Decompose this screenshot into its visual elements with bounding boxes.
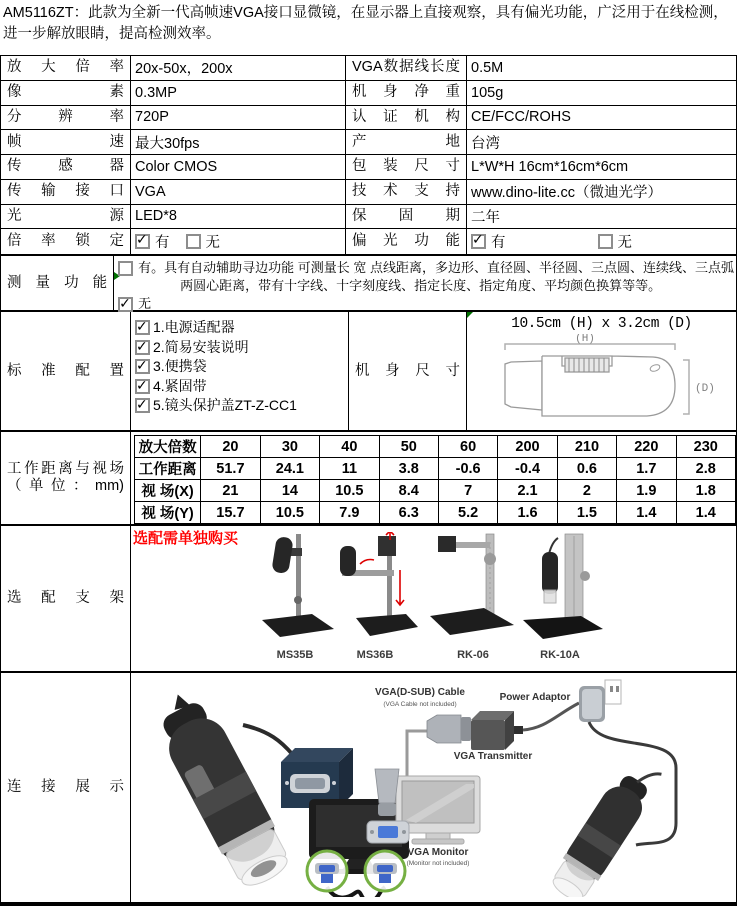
wd-label-line1: 工作距离与视场 (7, 461, 124, 478)
wd-label-cell (1, 432, 131, 524)
vga-switch-image (367, 821, 409, 843)
spec-label-cell (1, 205, 131, 229)
stands-row (1, 526, 736, 673)
spec-label-cell (346, 155, 467, 179)
h-dim-label: (H) (575, 334, 595, 345)
wd-table-row (135, 502, 736, 524)
checkbox-unchecked-icon (186, 234, 201, 249)
stand-ms36b-image (330, 532, 420, 642)
spec-label: 传输接口 (7, 183, 124, 200)
stand-rk10a-image (515, 532, 605, 642)
spec-table-container (0, 55, 737, 906)
spec-label-cell (1, 106, 131, 130)
stand-rk06-image (428, 532, 518, 642)
wd-row-header: 放大倍数 (135, 436, 201, 458)
vga-transmitter-label: VGA Transmitter (453, 751, 533, 762)
checkbox-checked-icon (135, 234, 150, 249)
connection-content (131, 673, 736, 902)
wd-cell: 51.7 (201, 458, 260, 480)
spec-label-cell (346, 229, 467, 254)
checkbox-checked-icon (135, 359, 150, 374)
dsub-connector-icon (427, 715, 471, 743)
wd-cell: 7 (438, 480, 497, 502)
config-item (135, 396, 346, 416)
wd-row-header: 视 场(Y) (135, 502, 201, 524)
spec-value-cell: 20x-50x，200x (131, 56, 346, 80)
spec-row (1, 180, 736, 205)
spec-value-cell: VGA (131, 180, 346, 204)
wd-cell: 50 (379, 436, 438, 458)
spec-value-cell: CE/FCC/ROHS (471, 109, 571, 126)
config-item (135, 338, 346, 358)
spec-label-cell (1, 81, 131, 105)
wd-table-row (135, 436, 736, 458)
stands-label: 选配支架 (7, 590, 124, 607)
connection-label: 连接展示 (7, 779, 124, 795)
wd-cell: 230 (676, 436, 735, 458)
spec-value-cell (131, 229, 346, 254)
wd-cell: 1.5 (557, 502, 616, 524)
checkbox-unchecked-icon (598, 234, 613, 249)
spec-label-cell (1, 155, 131, 179)
product-description: AM5116ZT：此款为全新一代高帧速VGA接口显微镜，在显示器上直接观察，具有偏光功能，广泛用于在线检测，进一步解放眼睛，提高检测效率。 (3, 5, 728, 42)
spec-label: 传感器 (7, 158, 124, 175)
spec-row (1, 229, 736, 254)
checkbox-checked-icon (135, 398, 150, 413)
wd-cell: 21 (201, 480, 260, 502)
wd-row-header: 工作距离 (135, 458, 201, 480)
spec-label-cell (1, 130, 131, 154)
checkbox-checked-icon (118, 297, 133, 312)
stand-figure-ms35b (250, 532, 340, 661)
spec-value-cell: 0.5M (471, 59, 504, 76)
wd-cell: 11 (320, 458, 379, 480)
checkbox-checked-icon (135, 379, 150, 394)
spec-row (1, 81, 736, 106)
spec-label: 技术支持 (352, 183, 460, 200)
spec-label: 包装尺寸 (352, 158, 460, 175)
wd-cell: 1.6 (498, 502, 557, 524)
measurement-label: 测量功能 (7, 274, 108, 291)
spec-row (1, 130, 736, 155)
wd-table-row (135, 480, 736, 502)
spec-value-cell: Color CMOS (131, 155, 346, 179)
wd-cell: 200 (498, 436, 557, 458)
wd-cell: -0.6 (438, 458, 497, 480)
config-list (131, 312, 349, 430)
wd-table-wrap (131, 432, 736, 524)
microscope-image (146, 683, 296, 893)
vga-transmitter-image (471, 711, 523, 750)
spec-value-cell: 105g (471, 84, 504, 101)
wd-cell: 0.6 (557, 458, 616, 480)
vga-cable-label: VGA(D-SUB) Cable (374, 687, 466, 698)
spec-value-cell: LED*8 (131, 205, 346, 229)
measurement-option-yes: 有。具有自动辅助寻边功能 可测量长 宽 点线距离，多边形、直径圆、半径圆、三点圆、连续线、三点弧 (118, 259, 734, 277)
stand-ms35b-image (250, 532, 340, 642)
config-item (135, 377, 346, 397)
spec-label: 分辨率 (7, 108, 124, 125)
spec-label: 放大倍率 (7, 59, 124, 76)
wd-cell: 8.4 (379, 480, 438, 502)
wd-cell: 30 (260, 436, 319, 458)
stand-figure-rk10a (515, 532, 605, 661)
support-link[interactable]: www.dino-lite.cc（微迪光学） (471, 185, 662, 202)
spec-value-cell: L*W*H 16cm*16cm*6cm (471, 158, 629, 175)
stand-figure-rk06 (428, 532, 518, 661)
spec-label: 产地 (352, 133, 460, 150)
connection-diagram (131, 673, 735, 897)
config-item-label: 4.紧固带 (153, 377, 207, 394)
config-item (135, 357, 346, 377)
wd-cell: 20 (201, 436, 260, 458)
wd-cell: 60 (438, 436, 497, 458)
working-distance-table (134, 435, 736, 524)
spec-value-cell: 台湾 (471, 135, 500, 152)
stands-note: 选配需单独购买 (133, 530, 239, 548)
wd-cell: 10.5 (320, 480, 379, 502)
config-item-label: 3.便携袋 (153, 358, 207, 374)
spec-label-cell (346, 106, 467, 130)
spec-label: 认证机构 (352, 108, 460, 125)
spec-label-cell (346, 130, 467, 154)
spec-label: 帧速 (7, 133, 124, 150)
wd-cell: -0.4 (498, 458, 557, 480)
spec-label: 机身净重 (352, 84, 460, 101)
body-size-label: 机身尺寸 (355, 362, 460, 379)
spec-label: 倍率锁定 (7, 233, 124, 250)
body-size-diagram-cell (467, 312, 736, 430)
microscope-outline-drawing (467, 334, 735, 429)
power-adaptor-label: Power Adaptor (499, 692, 571, 703)
spec-label: 光源 (7, 207, 124, 224)
checkbox-checked-icon (135, 340, 150, 355)
wd-cell: 6.3 (379, 502, 438, 524)
vga-cable-sublabel: (VGA Cable not included) (383, 701, 457, 708)
spec-value-cell: 最大30fps (131, 130, 346, 154)
wd-cell: 3.8 (379, 458, 438, 480)
wd-cell: 1.9 (617, 480, 676, 502)
wd-cell: 1.8 (676, 480, 735, 502)
measurement-option-no: ✓ 无 (118, 295, 734, 313)
d-dim-label: (D) (695, 383, 715, 395)
spec-label-cell (1, 180, 131, 204)
measurement-option-yes-cont: 两圆心距离，带有十字线、十字刻度线、指定长度、指定角度、平均颜色换算等等。 (180, 278, 662, 293)
vga-monitor-sublabel: (Monitor not included) (406, 860, 470, 867)
power-adaptor-image (579, 680, 621, 722)
wd-cell: 1.4 (617, 502, 676, 524)
spec-label-cell (346, 81, 467, 105)
dsub-connector-icon (375, 769, 399, 816)
spec-label-cell (346, 56, 467, 80)
config-label-cell (1, 312, 131, 430)
spec-row (1, 56, 736, 81)
wd-row-header: 视 场(X) (135, 480, 201, 502)
working-distance-row (1, 432, 736, 526)
measurement-row (1, 256, 736, 312)
microscope-image-2 (547, 754, 666, 897)
wd-cell: 210 (557, 436, 616, 458)
spec-label-cell (346, 205, 467, 229)
stand-model-label: RK-10A (540, 649, 580, 662)
wd-cell: 24.1 (260, 458, 319, 480)
wd-cell: 40 (320, 436, 379, 458)
spec-value-cell (467, 229, 736, 254)
checkbox-option-label: 有 (491, 235, 506, 252)
connection-label-cell (1, 673, 131, 902)
config-item-label: 2.简易安装说明 (153, 338, 249, 355)
wd-cell: 15.7 (201, 502, 260, 524)
wd-cell: 2 (557, 480, 616, 502)
vga-monitor-label: VGA Monitor (407, 847, 469, 858)
checkbox-option-label: 有 (155, 235, 170, 252)
checkbox-unchecked-icon (118, 261, 133, 276)
measurement-label-cell (1, 256, 114, 310)
spec-label-cell (1, 229, 131, 254)
checkbox-checked-icon (471, 234, 486, 249)
config-item (135, 318, 346, 338)
checkbox-checked-icon (135, 320, 150, 335)
spec-value-cell: 0.3MP (131, 81, 346, 105)
checkbox-option-label: 无 (205, 235, 220, 252)
spec-label: 保固期 (352, 207, 460, 224)
spec-row (1, 205, 736, 230)
spec-row (1, 106, 736, 131)
spec-label: VGA数据线长度 (352, 59, 460, 76)
stand-model-label: MS35B (276, 649, 314, 662)
wd-cell: 2.8 (676, 458, 735, 480)
wd-label-line2: （单位：mm) (7, 478, 124, 495)
config-label: 标准配置 (7, 362, 124, 379)
body-size-dimensions: 10.5cm (H) x 3.2cm (D) (511, 316, 692, 332)
spec-table (1, 56, 736, 256)
wd-table-row (135, 458, 736, 480)
stand-model-label: MS36B (356, 649, 394, 662)
wd-cell: 5.2 (438, 502, 497, 524)
wd-cell: 220 (617, 436, 676, 458)
measurement-content (114, 256, 736, 310)
body-size-label-cell (349, 312, 467, 430)
stands-label-cell (1, 526, 131, 671)
spec-label-cell (346, 180, 467, 204)
checkbox-option-label: 无 (617, 235, 632, 252)
stand-model-label: RK-06 (457, 649, 489, 662)
spec-label: 偏光功能 (352, 233, 460, 250)
spec-value-cell: 720P (131, 106, 346, 130)
stands-content (131, 526, 736, 671)
wd-cell: 10.5 (260, 502, 319, 524)
wd-cell: 2.1 (498, 480, 557, 502)
connection-row (1, 673, 736, 902)
wd-cell: 1.7 (617, 458, 676, 480)
spec-label-cell (1, 56, 131, 80)
config-item-label: 1.电源适配器 (153, 319, 235, 335)
stand-figure-ms36b (330, 532, 420, 661)
spec-value-cell: 二年 (471, 209, 500, 226)
config-row (1, 312, 736, 432)
spec-label: 像素 (7, 84, 124, 101)
wd-cell: 14 (260, 480, 319, 502)
wd-cell: 7.9 (320, 502, 379, 524)
wd-cell: 1.4 (676, 502, 735, 524)
config-item-label: 5.镜头保护盖ZT-Z-CC1 (153, 397, 297, 413)
spec-row (1, 155, 736, 180)
